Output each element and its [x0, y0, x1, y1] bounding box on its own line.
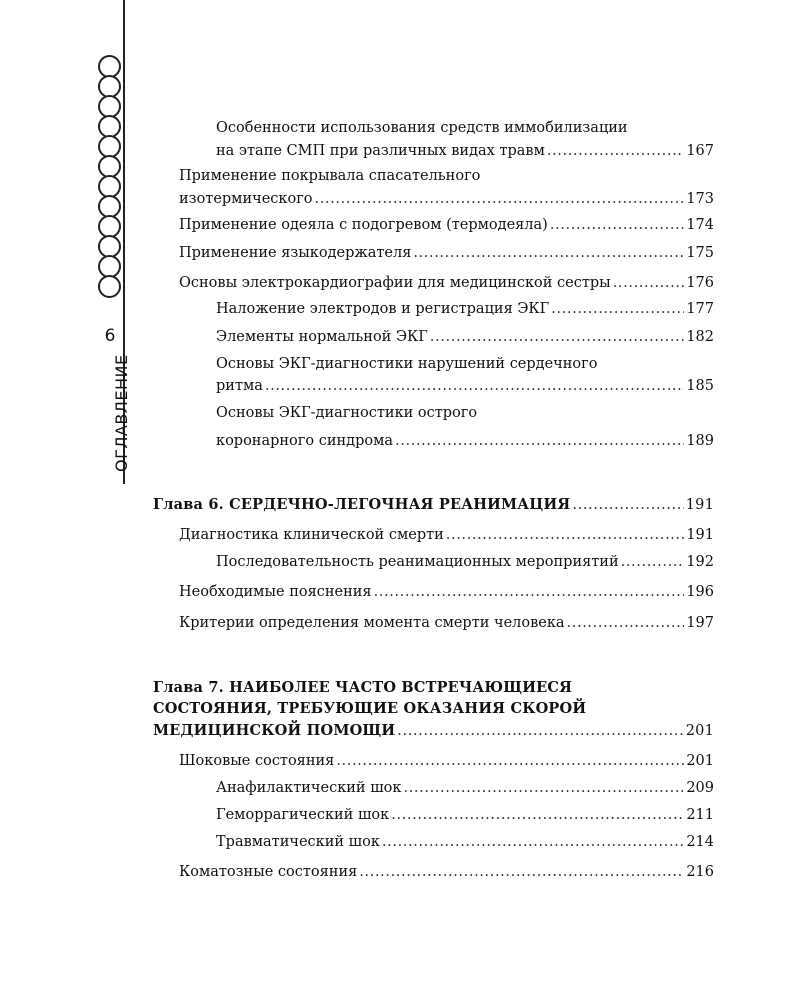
dot-leader [413, 242, 684, 264]
toc-page-number: 177 [686, 301, 714, 317]
toc-entry[interactable] [179, 524, 714, 546]
dot-leader [613, 272, 685, 294]
page-number: 6 [104, 326, 116, 346]
toc-entry-title: Применение одеяла с подогревом (термодеяла) [179, 217, 548, 233]
toc-chapter-line: СОСТОЯНИЯ, ТРЕБУЮЩИЕ ОКАЗАНИЯ СКОРОЙ [153, 700, 587, 717]
toc-chapter[interactable] [153, 720, 714, 742]
toc-entry-line: Особенности использования средств иммобилизации [216, 120, 628, 136]
toc-page-number: 185 [686, 378, 714, 394]
toc-entry[interactable] [179, 272, 714, 294]
dot-leader [430, 326, 684, 348]
toc-entry[interactable] [179, 242, 714, 264]
dot-leader [551, 298, 684, 320]
section-title: ОГЛАВЛЕНИЕ [112, 354, 131, 472]
toc-chapter-line: Глава 7. НАИБОЛЕЕ ЧАСТО ВСТРЕЧАЮЩИЕСЯ [153, 679, 573, 696]
toc-page-number: 214 [686, 834, 714, 850]
toc-entry-title: Наложение электродов и регистрация ЭКГ [216, 301, 550, 317]
dot-leader [391, 804, 684, 826]
toc-entry-title: Коматозные состояния [179, 864, 358, 880]
toc-entry[interactable] [216, 804, 714, 826]
toc-chapter[interactable] [153, 494, 714, 516]
toc-entry[interactable] [179, 612, 714, 634]
toc-entry[interactable] [216, 430, 714, 452]
toc-chapter-title: МЕДИЦИНСКОЙ ПОМОЩИ [153, 722, 396, 739]
toc-page-number: 182 [686, 329, 714, 345]
toc-page-number: 216 [686, 864, 714, 880]
toc-entry[interactable] [179, 581, 714, 603]
toc-entry-title: Травматический шок [216, 834, 380, 850]
toc-page-number: 192 [686, 554, 714, 570]
toc-entry-line: Основы ЭКГ-диагностики острого [216, 405, 478, 421]
toc-entry-title: Диагностика клинической смерти [179, 527, 444, 543]
dot-leader [265, 375, 684, 397]
toc-entry-title: Основы электрокардиографии для медицинской сестры [179, 275, 611, 291]
toc-page-number: 189 [686, 433, 714, 449]
toc-entry-line: Применение покрывала спасательного [179, 168, 481, 184]
binding-circles [98, 55, 125, 295]
toc-entry-title: Критерии определения момента смерти человека [179, 615, 565, 631]
toc-entry[interactable] [179, 188, 714, 210]
toc-page-number: 201 [685, 723, 714, 739]
ring-icon [98, 275, 121, 298]
toc-entry[interactable] [216, 326, 714, 348]
toc-entry-title: Геморрагический шок [216, 807, 390, 823]
toc-entry-title: Последовательность реанимационных мероприятий [216, 554, 619, 570]
dot-leader [382, 831, 684, 853]
toc-entry-line: Основы ЭКГ-диагностики нарушений сердечного [216, 356, 598, 372]
toc-entry[interactable] [216, 831, 714, 853]
toc-page-number: 173 [686, 191, 714, 207]
toc-entry[interactable] [216, 298, 714, 320]
toc-page-number: 209 [686, 780, 714, 796]
toc-entry-title: Анафилактический шок [216, 780, 402, 796]
toc-entry-title: ритма [216, 378, 263, 394]
toc-entry[interactable] [216, 777, 714, 799]
dot-leader [395, 430, 684, 452]
toc-entry[interactable] [216, 551, 714, 573]
toc-entry[interactable] [216, 140, 714, 162]
toc-entry[interactable] [179, 214, 714, 236]
toc-chapter-title: Глава 6. СЕРДЕЧНО-ЛЕГОЧНАЯ РЕАНИМАЦИЯ [153, 496, 571, 513]
toc-entry[interactable] [179, 750, 714, 772]
dot-leader [550, 214, 685, 236]
dot-leader [567, 612, 685, 634]
toc-entry-title: изотермического [179, 191, 313, 207]
toc-page-number: 197 [686, 615, 714, 631]
toc-entry-title: Шоковые состояния [179, 753, 335, 769]
dot-leader [336, 750, 684, 772]
toc-entry-title: на этапе СМП при различных видах травм [216, 143, 545, 159]
toc-entry-title: Необходимые пояснения [179, 584, 372, 600]
toc-page-number: 211 [686, 807, 714, 823]
toc-page-number: 201 [686, 753, 714, 769]
dot-leader [359, 861, 684, 883]
toc-page-number: 176 [686, 275, 714, 291]
dot-leader [403, 777, 684, 799]
toc-entry-title: Применение языкодержателя [179, 245, 412, 261]
dot-leader [547, 140, 684, 162]
toc-entry[interactable] [216, 375, 714, 397]
dot-leader [397, 720, 683, 742]
toc-page-number: 191 [686, 527, 714, 543]
dot-leader [446, 524, 685, 546]
toc-entry[interactable] [179, 861, 714, 883]
toc-page-number: 174 [686, 217, 714, 233]
toc-page-number: 191 [685, 497, 714, 513]
dot-leader [621, 551, 685, 573]
toc-entry-title: коронарного синдрома [216, 433, 394, 449]
toc-page-number: 196 [686, 584, 714, 600]
dot-leader [315, 188, 685, 210]
dot-leader [374, 581, 685, 603]
dot-leader [572, 494, 683, 516]
toc-page-number: 175 [686, 245, 714, 261]
toc-page-number: 167 [686, 143, 714, 159]
toc-entry-title: Элементы нормальной ЭКГ [216, 329, 428, 345]
